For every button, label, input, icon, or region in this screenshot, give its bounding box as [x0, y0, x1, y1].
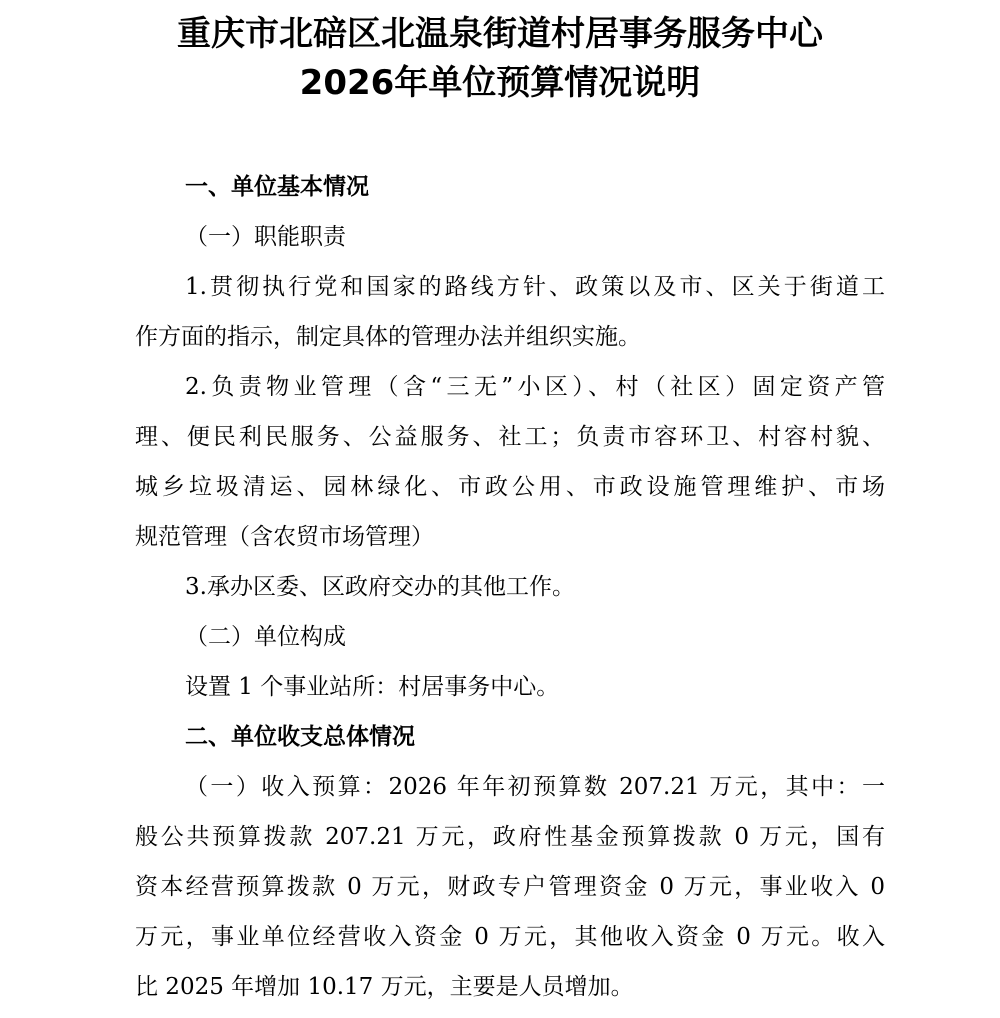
section-heading-revenue-expenditure: 二、单位收支总体情况 — [185, 724, 415, 750]
document-title-line1: 重庆市北碚区北温泉街道村居事务服务中心 — [177, 14, 823, 54]
subsection-heading-composition: （二）单位构成 — [185, 624, 346, 650]
duty-item-2-line1: 2.负责物业管理（含“三无”小区）、村（社区）固定资产管 — [185, 374, 885, 400]
duty-item-3: 3.承办区委、区政府交办的其他工作。 — [185, 574, 575, 600]
income-budget-line4: 万元，事业单位经营收入资金 0 万元，其他收入资金 0 万元。收入 — [135, 924, 885, 950]
document-body — [135, 162, 885, 1012]
duty-item-2-line4: 规范管理（含农贸市场管理） — [135, 524, 434, 550]
income-budget-line2: 般公共预算拨款 207.21 万元，政府性基金预算拨款 0 万元，国有 — [135, 824, 885, 850]
income-budget-line3: 资本经营预算拨款 0 万元，财政专户管理资金 0 万元，事业收入 0 — [135, 874, 885, 900]
duty-item-1-line1: 1.贯彻执行党和国家的路线方针、政策以及市、区关于街道工 — [185, 274, 885, 300]
section-heading-basic-info: 一、单位基本情况 — [185, 174, 369, 200]
income-budget-line5: 比 2025 年增加 10.17 万元，主要是人员增加。 — [135, 974, 634, 1000]
document-title-line2: 2026年单位预算情况说明 — [299, 63, 701, 103]
composition-text: 设置 1 个事业站所：村居事务中心。 — [185, 674, 560, 700]
duty-item-2-line2: 理、便民利民服务、公益服务、社工；负责市容环卫、村容村貌、 — [135, 424, 885, 450]
income-budget-line1: （一）收入预算：2026 年年初预算数 207.21 万元，其中：一 — [185, 774, 885, 800]
duty-item-1-line2: 作方面的指示，制定具体的管理办法并组织实施。 — [135, 324, 641, 350]
subsection-heading-duties: （一）职能职责 — [185, 224, 346, 250]
duty-item-2-line3: 城乡垃圾清运、园林绿化、市政公用、市政设施管理维护、市场 — [135, 474, 885, 500]
